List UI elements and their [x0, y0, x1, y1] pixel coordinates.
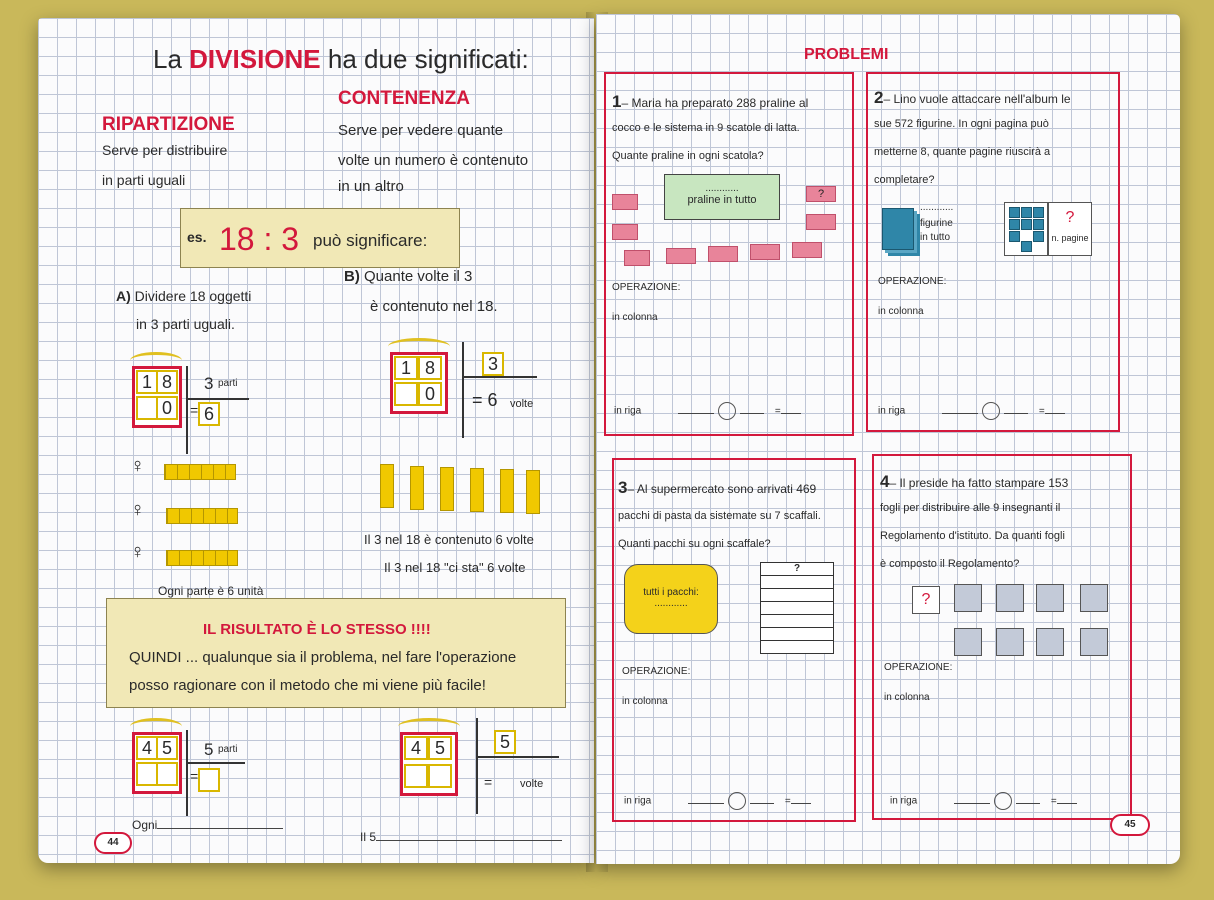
sheet-question: ? — [912, 586, 940, 614]
ripartizione-line1: Serve per distribuire — [102, 142, 228, 158]
shelf-question: ? — [760, 562, 834, 576]
shelf — [760, 601, 834, 615]
person-icon: ♀ — [130, 455, 145, 477]
figurine-dots: ............ — [920, 202, 954, 213]
figurine-square — [1033, 207, 1044, 218]
colonna-label: in colonna — [622, 696, 668, 707]
quotient: = 6 — [472, 390, 498, 410]
box-rectangle — [612, 194, 638, 210]
page-number-44: 44 — [94, 832, 132, 854]
person-icon: ♀ — [130, 541, 145, 563]
division-horizontal-line — [187, 398, 249, 400]
album-page-count — [1048, 202, 1092, 256]
right-page — [596, 14, 1180, 864]
operazione-label: OPERAZIONE: — [884, 662, 953, 673]
pages-question: ? — [1065, 209, 1075, 226]
quotient-unit: volte — [520, 778, 544, 790]
option-a-letter: A) — [116, 288, 131, 304]
figurine-square — [1033, 231, 1044, 242]
riga-row — [878, 402, 1065, 420]
option-b-line2: è contenuto nel 18. — [370, 298, 498, 315]
shelf — [760, 588, 834, 602]
problem-2-line1 — [874, 88, 1071, 108]
problem-4-box — [872, 454, 1132, 820]
sheet-square — [1080, 584, 1108, 612]
equals-sign: = — [1038, 405, 1045, 417]
problem-3-line3: Quanti pacchi su ogni scaffale? — [618, 538, 771, 550]
figurine-square — [1033, 219, 1044, 230]
problem-text: – Lino vuole attaccare nell'album le — [883, 92, 1071, 106]
figurine-square — [1009, 207, 1020, 218]
operator-circle[interactable] — [718, 402, 736, 420]
box-rectangle — [612, 224, 638, 240]
box-rectangle — [708, 246, 738, 262]
digit-5: 5 — [156, 736, 178, 760]
tutti-pacchi-box — [624, 564, 718, 634]
praline-box — [664, 174, 780, 220]
digit-1: 1 — [136, 370, 158, 394]
division-horizontal-line — [187, 762, 245, 764]
digit-empty — [394, 382, 418, 406]
operazione-label: OPERAZIONE: — [622, 666, 691, 677]
blank-line — [688, 793, 724, 804]
blank-line — [750, 793, 774, 804]
box-rectangle — [666, 248, 696, 264]
divisor-unit: parti — [218, 378, 238, 389]
yellow-bar-group — [166, 508, 238, 524]
operazione-label: OPERAZIONE: — [612, 282, 681, 293]
riga-row — [890, 792, 1077, 810]
figurine-label1: figurine — [920, 218, 953, 229]
digit-empty — [136, 396, 158, 420]
praline-dots: ............ — [705, 183, 739, 194]
digit-8: 8 — [418, 356, 442, 380]
blank-line — [942, 403, 978, 414]
sheet-square — [996, 584, 1024, 612]
operazione-label: OPERAZIONE: — [878, 276, 947, 287]
ripartizione-title: RIPARTIZIONE — [102, 114, 235, 135]
colonna-label: in colonna — [884, 692, 930, 703]
tutti-pacchi-label: tutti i pacchi: — [643, 587, 699, 598]
problem-number: 1 — [612, 92, 622, 111]
digit-empty — [156, 762, 178, 786]
operator-circle[interactable] — [982, 402, 1000, 420]
digit-4: 4 — [136, 736, 158, 760]
footer-ogni-text: Ogni — [132, 818, 158, 832]
es-tail: può significare: — [313, 231, 428, 250]
left-page — [38, 18, 594, 863]
figurine-label2: in tutto — [920, 232, 951, 243]
quotient-unit: volte — [510, 398, 534, 410]
divisor-box: 3 — [482, 352, 504, 376]
operator-circle[interactable] — [994, 792, 1012, 810]
sheet-square — [1036, 628, 1064, 656]
problem-1-line1 — [612, 92, 808, 112]
result-line1: QUINDI ... qualunque sia il problema, nel fare l'operazione — [129, 649, 517, 666]
problem-2-box — [866, 72, 1120, 432]
digit-4: 4 — [404, 736, 428, 760]
yellow-column — [440, 467, 454, 511]
option-b-text: Quante volte il 3 — [364, 268, 473, 285]
yellow-column — [410, 466, 424, 510]
page-heading: La DIVISIONE ha due significati: — [153, 44, 529, 74]
digit-0: 0 — [156, 396, 178, 420]
sheet-square — [954, 584, 982, 612]
equals-sign: = — [784, 795, 791, 807]
blank-line — [740, 403, 764, 414]
ogni-parte-text: Ogni parte è 6 unità — [158, 584, 264, 598]
footer-il5-text: Il 5 — [360, 830, 377, 844]
digit-5: 5 — [428, 736, 452, 760]
page-number-45: 45 — [1110, 814, 1150, 836]
yellow-bar-group — [164, 464, 236, 480]
digit-0: 0 — [418, 382, 442, 406]
sheet-square — [1080, 628, 1108, 656]
digit-empty — [136, 762, 158, 786]
division-vertical-line — [186, 730, 188, 816]
problem-4-line4: è composto il Regolamento? — [880, 558, 1020, 570]
figurine-square — [1021, 219, 1032, 230]
figurine-square — [1021, 241, 1032, 252]
equals-sign: = — [190, 402, 199, 418]
problem-4-line3: Regolamento d'istituto. Da quanti fogli — [880, 530, 1065, 542]
shelf — [760, 575, 834, 589]
problem-number: 3 — [618, 478, 628, 497]
blank-line — [1016, 793, 1040, 804]
equals-sign: = — [190, 768, 199, 784]
division-b — [388, 338, 548, 438]
division-vertical-line — [476, 718, 478, 814]
option-a-line2: in 3 parti uguali. — [136, 316, 235, 332]
riga-label: in riga — [614, 405, 642, 417]
digit-empty — [428, 764, 452, 788]
problem-2-line4: completare? — [874, 174, 935, 186]
es-label: es. — [187, 229, 207, 245]
result-line2: posso ragionare con il metodo che mi viene più facile! — [129, 677, 486, 694]
footer-ogni — [132, 818, 283, 832]
divisor-unit: parti — [218, 744, 238, 755]
yellow-bar-group — [166, 550, 238, 566]
blank-line — [1045, 403, 1065, 414]
riga-row — [624, 792, 811, 810]
riga-label: in riga — [890, 795, 918, 807]
shelf — [760, 627, 834, 641]
blank-line — [781, 403, 801, 414]
quotient-box: 6 — [198, 402, 220, 426]
equals-sign: = — [774, 405, 781, 417]
problem-1-line2: cocco e le sistema in 9 scatole di latta. — [612, 122, 800, 134]
option-a-text: Dividere 18 oggetti — [134, 288, 252, 304]
colonna-label: in colonna — [878, 306, 924, 317]
problemi-title: PROBLEMI — [804, 46, 889, 63]
praline-label: praline in tutto — [687, 194, 757, 206]
problem-4-line2: fogli per distribuire alle 9 insegnanti il — [880, 502, 1061, 514]
blank-line — [954, 793, 990, 804]
result-title: IL RISULTATO È LO STESSO !!!! — [203, 621, 431, 638]
contenenza-line1: Serve per vedere quante — [338, 122, 504, 139]
digit-1: 1 — [394, 356, 418, 380]
problem-1-box — [604, 72, 854, 436]
option-a-line1 — [116, 288, 251, 304]
problem-4-line1 — [880, 472, 1068, 492]
division-horizontal-line — [477, 756, 559, 758]
sheet-square — [954, 628, 982, 656]
divisor: 5 — [204, 740, 214, 759]
problem-2-line3: metterne 8, quante pagine riuscirà a — [874, 146, 1051, 158]
contenuto-text-2: Il 3 nel 18 "ci sta" 6 volte — [384, 560, 526, 575]
problem-3-line2: pacchi di pasta da sistemate su 7 scaffali. — [618, 510, 821, 522]
album-page-full — [1004, 202, 1048, 256]
yellow-column — [380, 464, 394, 508]
sheet-square — [996, 628, 1024, 656]
yellow-column — [526, 470, 540, 514]
problem-text: – Al supermercato sono arrivati 469 — [627, 482, 817, 496]
division-vertical-line — [462, 342, 464, 438]
example-box — [180, 208, 460, 268]
riga-row — [614, 402, 801, 420]
divisor: 3 — [204, 374, 214, 393]
division-d — [398, 718, 578, 818]
box-question: ? — [806, 186, 836, 202]
blank-line — [1057, 793, 1077, 804]
tutti-pacchi-dots: ............ — [654, 598, 688, 609]
option-b-line1 — [344, 268, 472, 285]
problem-text: – Maria ha preparato 288 praline al — [621, 96, 809, 110]
equals-sign: = — [1050, 795, 1057, 807]
footer-il5 — [360, 830, 562, 844]
figurine-square — [1021, 207, 1032, 218]
division-horizontal-line — [463, 376, 537, 378]
colonna-label: in colonna — [612, 312, 658, 323]
contenuto-text-1: Il 3 nel 18 è contenuto 6 volte — [364, 532, 534, 547]
problem-number: 4 — [880, 472, 890, 491]
option-b-letter: B) — [344, 268, 360, 285]
problem-2-line2: sue 572 figurine. In ogni pagina può — [874, 118, 1049, 130]
blank-line — [678, 403, 714, 414]
operator-circle[interactable] — [728, 792, 746, 810]
contenenza-title: CONTENENZA — [338, 88, 470, 109]
blank-line — [791, 793, 811, 804]
digit-8: 8 — [156, 370, 178, 394]
digit-empty — [404, 764, 428, 788]
problem-number: 2 — [874, 88, 884, 107]
shelf — [760, 640, 834, 654]
box-rectangle — [624, 250, 650, 266]
box-rectangle — [750, 244, 780, 260]
figurine-square — [1009, 231, 1020, 242]
es-expression: 18 : 3 — [219, 221, 300, 257]
division-vertical-line — [186, 366, 188, 454]
problem-3-box — [612, 458, 856, 822]
yellow-column — [470, 468, 484, 512]
problem-1-line3: Quante praline in ogni scatola? — [612, 150, 764, 162]
sheet-square — [1036, 584, 1064, 612]
box-rectangle — [792, 242, 822, 258]
result-box — [106, 598, 566, 708]
divisor-box: 5 — [494, 730, 516, 754]
blank-line — [1004, 403, 1028, 414]
equals-sign: = — [484, 774, 493, 790]
division-c — [130, 718, 260, 818]
figurine-square — [1009, 219, 1020, 230]
shelf — [760, 614, 834, 628]
yellow-column — [500, 469, 514, 513]
figurine-stack-icon — [882, 208, 914, 250]
pages-label: n. pagine — [1051, 233, 1089, 243]
problem-3-line1 — [618, 478, 816, 498]
riga-label: in riga — [624, 795, 652, 807]
contenenza-line3: in un altro — [338, 178, 404, 195]
quotient-box — [198, 768, 220, 792]
ripartizione-line2: in parti uguali — [102, 172, 186, 188]
box-rectangle — [806, 214, 836, 230]
contenenza-line2: volte un numero è contenuto — [338, 152, 529, 169]
problem-text: – Il preside ha fatto stampare 153 — [889, 476, 1069, 490]
division-a — [130, 352, 260, 452]
riga-label: in riga — [878, 405, 906, 417]
person-icon: ♀ — [130, 499, 145, 521]
